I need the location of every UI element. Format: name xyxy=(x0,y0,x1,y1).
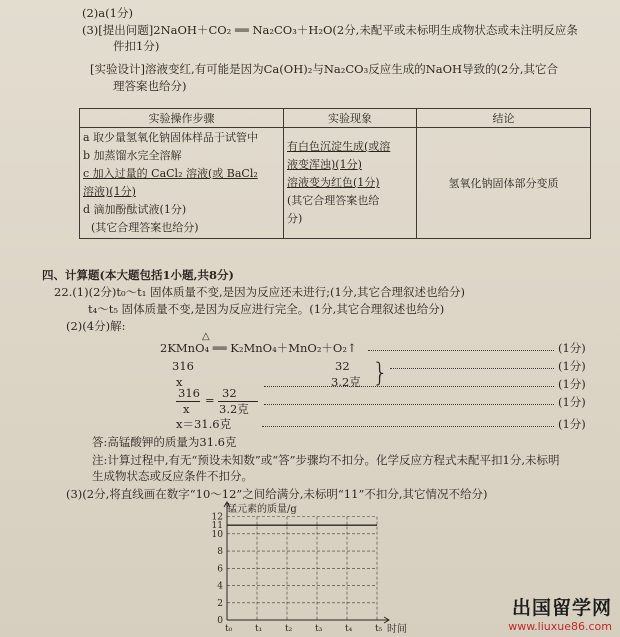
dotted-leader xyxy=(390,368,554,369)
mass-o2: 32 xyxy=(335,359,350,373)
chart-y-label: 锰元素的质量/g xyxy=(227,504,297,515)
note-line-2: 生成物状态或反应条件不扣分。 xyxy=(92,469,253,483)
answer-statement: 答:高锰酸钾的质量为31.6克 xyxy=(92,435,237,449)
y-tick-label: 6 xyxy=(217,564,223,575)
phenomenon-2: 溶液变为红色(1分) xyxy=(287,176,380,189)
experiment-table xyxy=(79,108,591,239)
table-cell-steps xyxy=(80,128,284,239)
step-a: a 取少量氢氧化钠固体样品于试管中 xyxy=(83,131,259,144)
given-o2: 3.2克 xyxy=(331,375,361,389)
y-tick-label: 0 xyxy=(217,616,223,626)
x-tick-label: t₅ xyxy=(375,624,383,634)
point-1: (1分) xyxy=(558,341,586,355)
step-c: c 加入过量的 CaCl₂ 溶液(或 BaCl₂ xyxy=(83,167,258,180)
brace: } xyxy=(372,358,389,388)
step-c-cont: 溶液)(1分) xyxy=(83,185,136,198)
phenomenon-note: (其它合理答案也给 xyxy=(287,194,380,207)
answer-3-design-cont: 理答案也给分) xyxy=(113,79,187,93)
ratio-equals: = xyxy=(205,393,215,407)
y-tick-label: 4 xyxy=(217,581,223,592)
answer-3-question-cont: 件扣1分) xyxy=(113,39,160,53)
y-tick-label: 12 xyxy=(211,512,223,523)
site-url: www.liuxue86.com xyxy=(508,620,612,633)
x-tick-label: t₀ xyxy=(225,624,233,634)
y-axis xyxy=(224,502,230,620)
x-tick-label: t₃ xyxy=(315,624,323,634)
ratio-num-2: 32 xyxy=(222,386,237,400)
table-cell-conclusion: 氢氧化钠固体部分变质 xyxy=(417,128,591,239)
x-tick-label: t₂ xyxy=(285,624,293,634)
ratio-den-2: 3.2克 xyxy=(219,402,249,416)
site-watermark xyxy=(508,593,612,633)
point-2: (1分) xyxy=(558,359,586,373)
phenomenon-1-cont: 液变浑浊)(1分) xyxy=(287,158,362,171)
point-5: (1分) xyxy=(558,417,586,431)
step-note: (其它合理答案也给分) xyxy=(91,221,199,234)
x-axis xyxy=(227,617,389,623)
step-d: d 滴加酚酞试液(1分) xyxy=(83,203,187,216)
table-header-phenomena: 实验现象 xyxy=(284,109,417,128)
q22-1b: t₄～t₅ 固体质量不变,是因为反应进行完全。(1分,其它合理叙述也给分) xyxy=(88,302,445,316)
unknown-x: x xyxy=(176,375,183,389)
result: x＝31.6克 xyxy=(176,417,232,431)
q22-1a: 22.(1)(2分)t₀～t₁ 固体质量不变,是因为反应还未进行;(1分,其它合理叙述也给分) xyxy=(54,285,465,299)
answer-3-question: (3)[提出问题]2NaOH＋CO₂ ══ Na₂CO₃＋H₂O(2分,未配平或未标明生成物状态或未注明反应条 xyxy=(82,23,578,37)
site-name: 出国留学网 xyxy=(511,597,612,619)
manganese-mass-chart xyxy=(195,496,420,634)
dotted-leader xyxy=(368,350,554,351)
table-cell-phenomena xyxy=(284,128,417,239)
x-tick-label: t₁ xyxy=(255,624,263,634)
answer-2: (2)a(1分) xyxy=(82,6,133,20)
point-3: (1分) xyxy=(558,377,586,391)
y-tick-label: 2 xyxy=(217,598,223,609)
q22-2: (2)(4分)解: xyxy=(66,319,126,333)
x-tick-label: t₄ xyxy=(345,624,353,634)
phenomenon-1: 有白色沉淀生成(或溶 xyxy=(287,140,391,153)
step-b: b 加蒸馏水完全溶解 xyxy=(83,149,182,162)
ratio-den-1: x xyxy=(183,402,190,416)
answer-3-design: [实验设计]溶液变红,有可能是因为Ca(OH)₂与Na₂CO₃反应生成的NaOH导致的(2分,其它合 xyxy=(90,62,559,76)
y-tick-label: 10 xyxy=(211,529,223,540)
dotted-leader xyxy=(264,386,554,387)
reaction-equation: 2KMnO₄ ══ K₂MnO₄＋MnO₂＋O₂↑ xyxy=(160,341,357,355)
y-tick-label: 11 xyxy=(211,521,223,532)
ratio-num-1: 316 xyxy=(178,386,200,400)
y-tick-label: 8 xyxy=(217,547,223,558)
table-header-steps: 实验操作步骤 xyxy=(80,109,284,128)
table-header-conclusion: 结论 xyxy=(417,109,591,128)
point-4: (1分) xyxy=(558,395,586,409)
chart-x-label: 时间 xyxy=(387,624,407,634)
dotted-leader xyxy=(262,426,554,427)
q22-3: (3)(2分,将直线画在数字“10～12”之间给满分,未标明“11”不扣分,其它情况不给分) xyxy=(66,487,488,501)
section-4-title: 四、计算题(本大题包括1小题,共8分) xyxy=(42,268,234,282)
heat-symbol: △ xyxy=(202,331,210,342)
phenomenon-note-cont: 分) xyxy=(287,212,303,225)
note-line-1: 注:计算过程中,有无“预设未知数”或“答”步骤均不扣分。化学反应方程式未配平扣1分,未标明 xyxy=(92,453,560,467)
dotted-leader xyxy=(264,404,554,405)
mass-kmno4: 316 xyxy=(172,359,194,373)
